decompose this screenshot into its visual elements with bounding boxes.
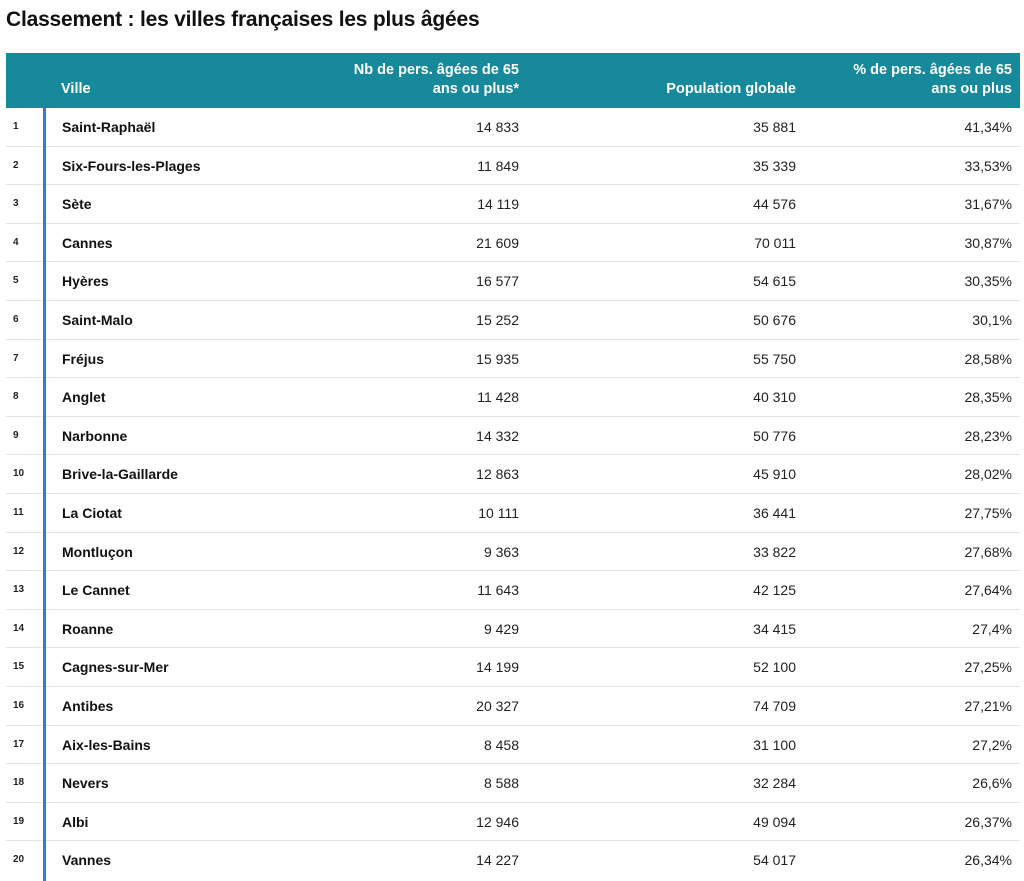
rank-number: 17 xyxy=(13,738,25,750)
seniors-count: 11 643 xyxy=(477,582,519,599)
seniors-percent: 27,2% xyxy=(972,736,1012,753)
rank-separator-bar xyxy=(43,340,46,379)
city-name: Six-Fours-les-Plages xyxy=(62,157,201,174)
seniors-count: 14 332 xyxy=(476,427,519,444)
table-row xyxy=(6,185,1020,224)
city-name: Nevers xyxy=(62,775,109,792)
table-row xyxy=(6,533,1020,572)
table-row xyxy=(6,726,1020,765)
table-row xyxy=(6,147,1020,186)
city-name: Roanne xyxy=(62,620,114,637)
population-total: 40 310 xyxy=(753,389,796,406)
rank-number: 5 xyxy=(13,275,19,287)
table-row xyxy=(6,455,1020,494)
seniors-percent: 27,64% xyxy=(964,582,1012,599)
table-row xyxy=(6,803,1020,842)
population-total: 36 441 xyxy=(753,504,796,521)
header-seniors-line1: Nb de pers. âgées de 65 xyxy=(353,62,519,78)
city-name: Cagnes-sur-Mer xyxy=(62,659,169,676)
table-row xyxy=(6,687,1020,726)
rank-separator-bar xyxy=(43,803,46,842)
population-total: 44 576 xyxy=(753,196,796,213)
population-total: 52 100 xyxy=(753,659,796,676)
seniors-percent: 28,02% xyxy=(964,466,1012,483)
seniors-percent: 28,35% xyxy=(964,389,1012,406)
rank-separator-bar xyxy=(43,185,46,224)
seniors-percent: 28,23% xyxy=(964,427,1012,444)
table-row xyxy=(6,494,1020,533)
table-row xyxy=(6,301,1020,340)
header-seniors xyxy=(354,61,519,99)
rank-separator-bar xyxy=(43,417,46,456)
population-total: 54 017 xyxy=(753,852,796,869)
seniors-percent: 26,6% xyxy=(972,775,1012,792)
city-name: Aix-les-Bains xyxy=(62,736,151,753)
city-name: Le Cannet xyxy=(62,582,130,599)
seniors-count: 15 252 xyxy=(476,311,519,328)
rank-separator-bar xyxy=(43,147,46,186)
seniors-count: 16 577 xyxy=(476,273,519,290)
rank-number: 11 xyxy=(13,506,24,518)
seniors-percent: 27,68% xyxy=(964,543,1012,560)
seniors-percent: 27,25% xyxy=(964,659,1012,676)
seniors-count: 8 458 xyxy=(483,736,519,753)
rank-separator-bar xyxy=(43,262,46,301)
table-row xyxy=(6,648,1020,687)
seniors-count: 21 609 xyxy=(476,234,519,251)
population-total: 74 709 xyxy=(753,697,796,714)
population-total: 31 100 xyxy=(753,736,796,753)
rank-separator-bar xyxy=(43,108,46,147)
city-name: La Ciotat xyxy=(62,504,122,521)
city-name: Saint-Malo xyxy=(62,311,133,328)
seniors-count: 10 111 xyxy=(478,504,519,521)
seniors-percent: 41,34% xyxy=(964,119,1012,135)
rank-number: 13 xyxy=(13,584,25,596)
header-seniors-line2: ans ou plus* xyxy=(432,81,519,97)
city-name: Narbonne xyxy=(62,427,128,444)
header-population: Population globale xyxy=(666,81,796,97)
table-row xyxy=(6,262,1020,301)
table-body xyxy=(6,108,1020,880)
seniors-count: 15 935 xyxy=(476,350,519,367)
rank-number: 2 xyxy=(13,159,19,171)
city-name: Albi xyxy=(62,813,89,830)
table-row xyxy=(6,224,1020,263)
population-total: 33 822 xyxy=(753,543,796,560)
population-total: 54 615 xyxy=(753,273,796,290)
rank-number: 16 xyxy=(13,699,25,711)
table-row xyxy=(6,841,1020,880)
rank-number: 18 xyxy=(13,777,25,789)
seniors-count: 20 327 xyxy=(476,697,519,714)
rank-number: 7 xyxy=(13,352,19,364)
rank-number: 14 xyxy=(13,622,25,634)
table-row xyxy=(6,108,1020,147)
seniors-count: 8 588 xyxy=(483,775,519,792)
rank-separator-bar xyxy=(43,648,46,687)
rank-number: 3 xyxy=(13,198,19,210)
rank-number: 4 xyxy=(13,236,19,248)
rank-number: 15 xyxy=(13,661,25,673)
population-total: 32 284 xyxy=(753,775,796,792)
rank-number: 1 xyxy=(13,121,19,132)
population-total: 35 339 xyxy=(753,157,796,174)
rank-number: 20 xyxy=(13,854,25,866)
rank-separator-bar xyxy=(43,571,46,610)
city-name: Vannes xyxy=(62,852,112,869)
seniors-percent: 27,21% xyxy=(964,697,1012,714)
population-total: 49 094 xyxy=(753,813,796,830)
city-name: Fréjus xyxy=(62,350,105,367)
seniors-count: 11 428 xyxy=(477,389,519,406)
table-row xyxy=(6,571,1020,610)
population-total: 70 011 xyxy=(754,234,796,251)
table-row xyxy=(6,340,1020,379)
table-row xyxy=(6,764,1020,803)
seniors-count: 12 946 xyxy=(476,813,519,830)
seniors-count: 14 119 xyxy=(477,196,519,213)
rank-separator-bar xyxy=(43,726,46,765)
seniors-percent: 30,35% xyxy=(964,273,1012,290)
header-percent-line1: % de pers. âgées de 65 xyxy=(853,62,1012,78)
rank-number: 9 xyxy=(13,429,19,441)
rank-separator-bar xyxy=(43,533,46,572)
ranking-table xyxy=(6,53,1020,880)
table-row xyxy=(6,610,1020,649)
seniors-percent: 28,58% xyxy=(964,350,1012,367)
seniors-percent: 27,75% xyxy=(964,504,1012,521)
seniors-percent: 26,34% xyxy=(964,852,1012,869)
seniors-percent: 31,67% xyxy=(964,196,1012,213)
population-total: 42 125 xyxy=(753,582,796,599)
rank-separator-bar xyxy=(43,687,46,726)
table-row xyxy=(6,378,1020,417)
population-total: 50 776 xyxy=(753,427,796,444)
city-name: Hyères xyxy=(62,273,109,290)
rank-separator-bar xyxy=(43,764,46,803)
rank-number: 10 xyxy=(13,468,25,480)
rank-separator-bar xyxy=(43,455,46,494)
population-total: 50 676 xyxy=(753,311,796,328)
city-name: Sète xyxy=(62,196,92,213)
seniors-count: 11 849 xyxy=(477,157,519,174)
seniors-percent: 33,53% xyxy=(964,157,1012,174)
city-name: Antibes xyxy=(62,697,114,714)
rank-number: 6 xyxy=(13,313,19,325)
rank-separator-bar xyxy=(43,378,46,417)
seniors-count: 9 429 xyxy=(483,620,519,637)
seniors-count: 14 199 xyxy=(476,659,519,676)
seniors-percent: 27,4% xyxy=(972,620,1012,637)
header-percent xyxy=(853,61,1012,99)
header-ville: Ville xyxy=(61,81,91,97)
header-percent-line2: ans ou plus xyxy=(931,81,1012,97)
table-header xyxy=(6,53,1020,108)
city-name: Anglet xyxy=(62,389,106,406)
seniors-count: 9 363 xyxy=(483,543,519,560)
city-name: Saint-Raphaël xyxy=(62,119,156,135)
seniors-percent: 26,37% xyxy=(964,813,1012,830)
city-name: Cannes xyxy=(62,234,113,251)
city-name: Montluçon xyxy=(62,543,133,560)
seniors-count: 12 863 xyxy=(476,466,519,483)
seniors-percent: 30,87% xyxy=(964,234,1012,251)
rank-separator-bar xyxy=(43,224,46,263)
rank-number: 8 xyxy=(13,391,19,403)
rank-separator-bar xyxy=(43,301,46,340)
rank-separator-bar xyxy=(43,841,46,881)
population-total: 45 910 xyxy=(753,466,796,483)
population-total: 35 881 xyxy=(753,119,796,135)
population-total: 55 750 xyxy=(753,350,796,367)
seniors-count: 14 833 xyxy=(476,119,519,135)
seniors-count: 14 227 xyxy=(476,852,519,869)
seniors-percent: 30,1% xyxy=(972,311,1012,328)
table-row xyxy=(6,417,1020,456)
population-total: 34 415 xyxy=(753,620,796,637)
city-name: Brive-la-Gaillarde xyxy=(62,466,178,483)
rank-separator-bar xyxy=(43,494,46,533)
rank-number: 12 xyxy=(13,545,25,557)
page-title: Classement : les villes françaises les plus âgées xyxy=(6,8,480,31)
rank-number: 19 xyxy=(13,815,25,827)
rank-separator-bar xyxy=(43,610,46,649)
